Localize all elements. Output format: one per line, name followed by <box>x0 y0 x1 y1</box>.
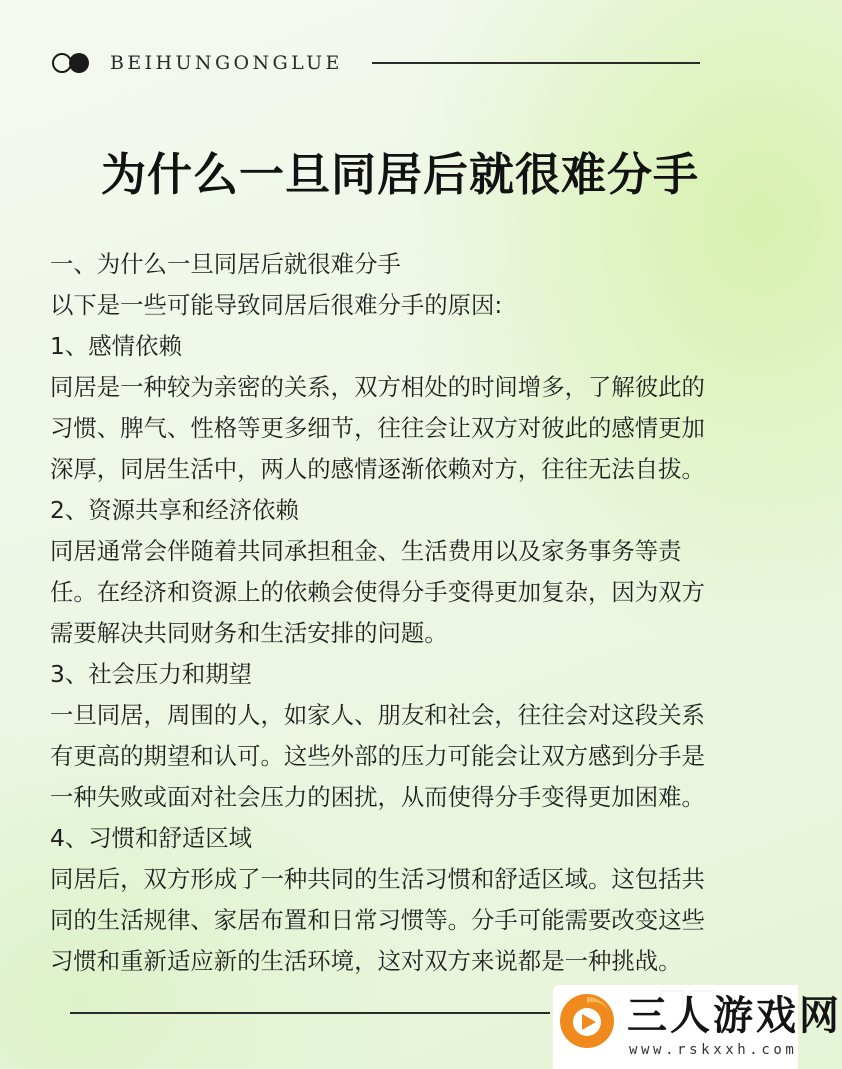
footer-divider <box>70 1012 550 1014</box>
paragraph-line: 一旦同居，周围的人，如家人、朋友和社会，往往会对这段关系 <box>50 701 705 729</box>
logo-dot <box>69 53 89 73</box>
reason-heading-4: 4、习惯和舒适区域 <box>50 824 253 852</box>
paragraph-line: 同居通常会伴随着共同承担租金、生活费用以及家务事务等责 <box>50 537 682 565</box>
paragraph-line: 同居是一种较为亲密的关系，双方相处的时间增多，了解彼此的 <box>50 373 705 401</box>
article-body <box>50 244 774 982</box>
paragraph-line: 同居后，双方形成了一种共同的生活习惯和舒适区域。这包括共 <box>50 865 705 893</box>
paragraph-line: 有更高的期望和认可。这些外部的压力可能会让双方感到分手是 <box>50 742 705 770</box>
paragraph-line: 需要解决共同财务和生活安排的问题。 <box>50 619 448 647</box>
paragraph-line: 任。在经济和资源上的依赖会使得分手变得更加复杂，因为双方 <box>50 578 705 606</box>
paragraph-line: 深厚，同居生活中，两人的感情逐渐依赖对方，往往无法自拔。 <box>50 455 705 483</box>
watermark-site-name: 三人游戏网 <box>627 993 842 1039</box>
reason-heading-1: 1、感情依赖 <box>50 332 182 360</box>
paragraph-line: 习惯、脾气、性格等更多细节，往往会让双方对彼此的感情更加 <box>50 414 705 442</box>
page-title: 为什么一旦同居后就很难分手 <box>100 148 699 201</box>
brand-name: BEIHUNGONGLUE <box>110 52 343 74</box>
reason-heading-2: 2、资源共享和经济依赖 <box>50 496 299 524</box>
site-watermark[interactable] <box>553 985 842 1069</box>
paragraph-line: 同的生活规律、家居布置和日常习惯等。分手可能需要改变这些 <box>50 906 705 934</box>
intro-text: 以下是一些可能导致同居后很难分手的原因: <box>50 291 503 319</box>
header-divider <box>372 62 700 64</box>
paragraph-line: 一种失败或面对社会压力的困扰，从而使得分手变得更加困难。 <box>50 783 705 811</box>
brand-logo-icon <box>52 53 90 73</box>
paragraph-line: 习惯和重新适应新的生活环境，这对双方来说都是一种挑战。 <box>50 947 682 975</box>
reason-heading-3: 3、社会压力和期望 <box>50 660 253 688</box>
watermark-url[interactable]: www.rskxxh.com <box>629 1042 798 1058</box>
header <box>52 50 700 76</box>
section-heading: 一、为什么一旦同居后就很难分手 <box>50 250 401 278</box>
orange-swirl-play-icon <box>557 991 617 1051</box>
